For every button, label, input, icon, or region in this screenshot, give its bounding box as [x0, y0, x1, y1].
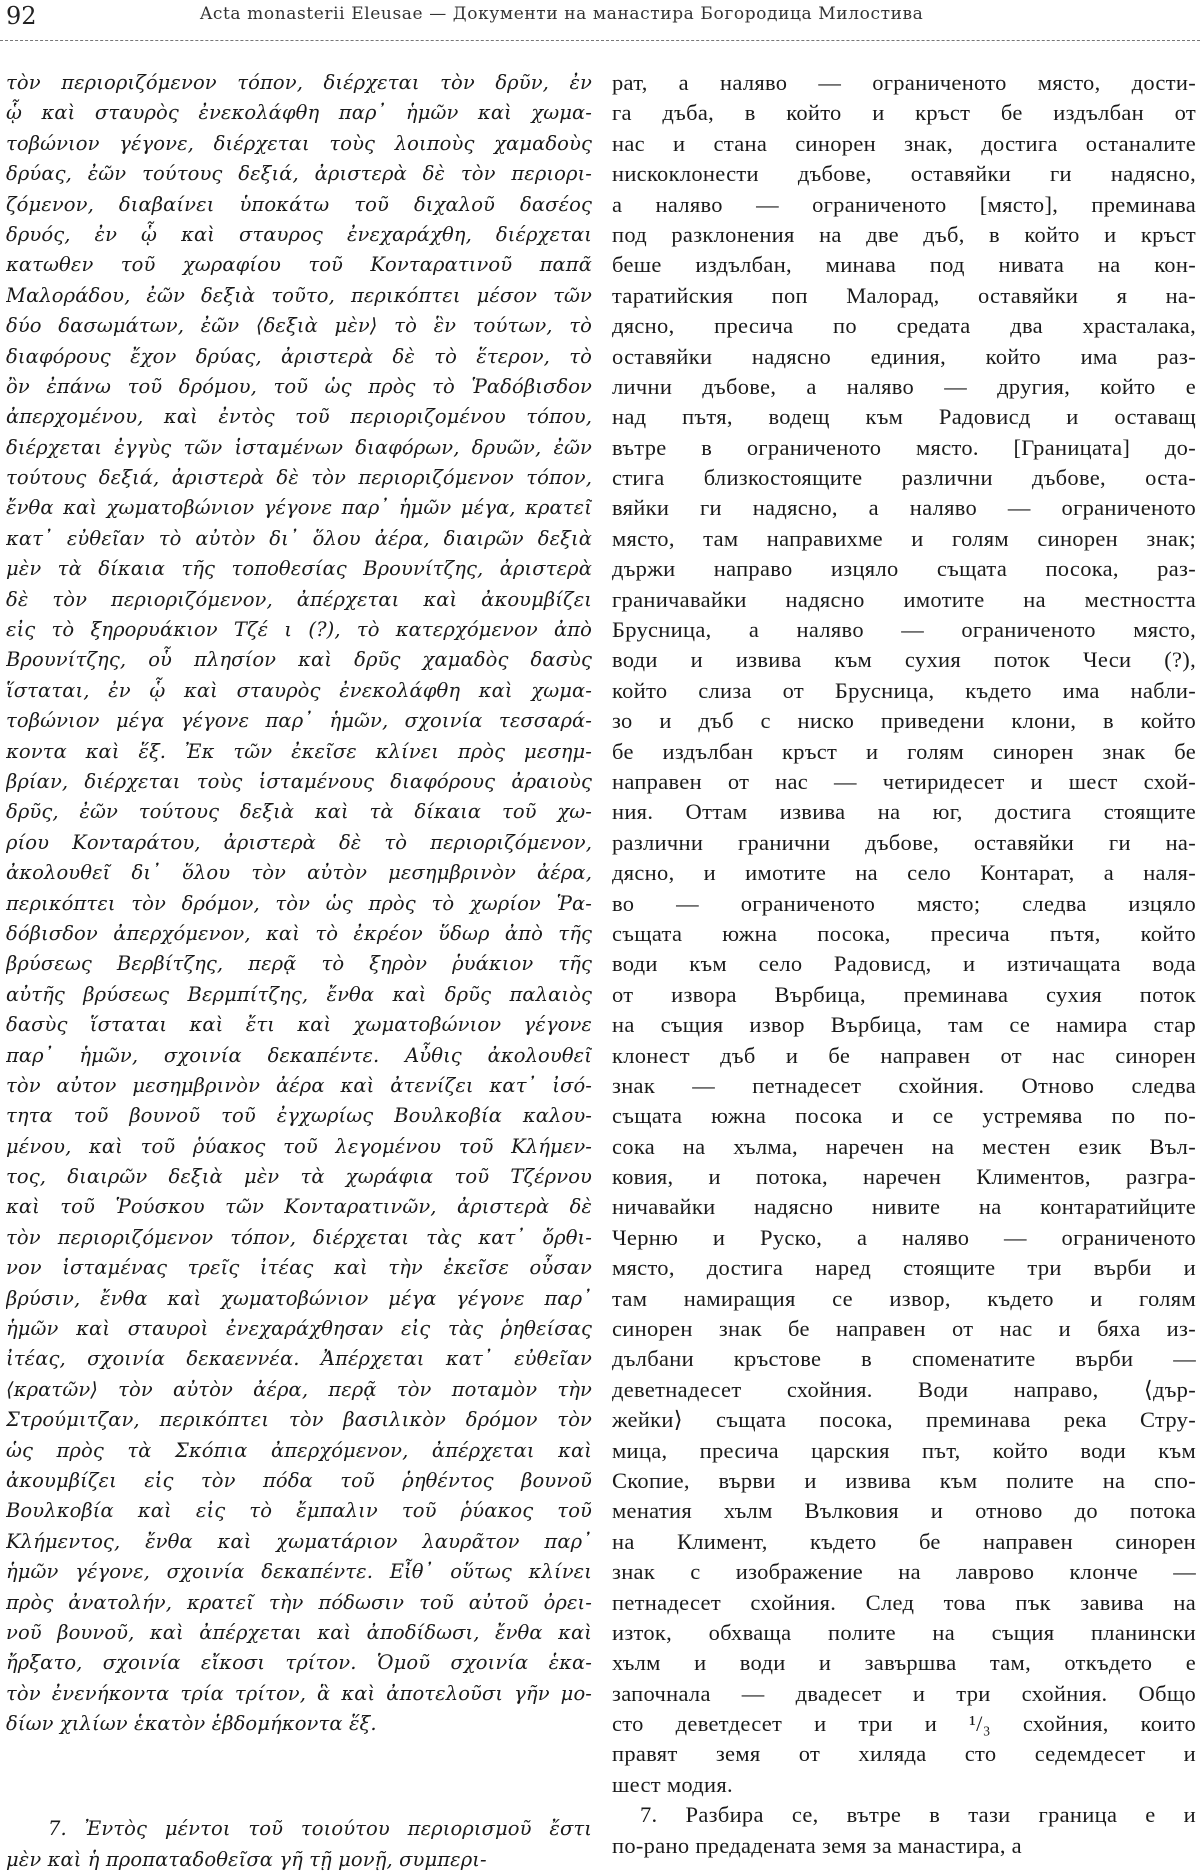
- running-title: Acta monasterii Eleusae — Документи на манастира Богородица Милостива: [200, 4, 924, 24]
- text-line: ὡς πρὸς τὰ Σκόπια ἀπερχόμενον, ἀπέρχεται καὶ: [6, 1438, 592, 1462]
- text-line: ковия, и потока, наречен Климентов, разгра-: [612, 1164, 1196, 1190]
- text-line: εἰς τὸ ξηρορυάκιον Τζέ ι (?), τὸ κατερχόμενον ἀπὸ: [6, 618, 592, 642]
- text-line: различни гранични дъбове, оставяйки ги на-: [612, 829, 1196, 855]
- text-line: δρυός, ἐν ᾧ καὶ σταυρος ἐνεχαράχθη, διέρχεται: [6, 222, 592, 246]
- text-line: αὐτῆς βρύσεως Βερμπίτζης, ἔνθα καὶ δρῦς παλαιὸς: [6, 982, 592, 1006]
- text-line: δόβισδον ἀπερχόμενον, καὶ τὸ ἐκρέον ὕδωρ ἀπὸ τῆς: [6, 921, 592, 945]
- text-line: започнала — двадесет и три схойния. Общо: [612, 1680, 1196, 1706]
- text-line: вътре в ограниченото място. [Границата] до-: [612, 434, 1196, 460]
- greek-paragraph-7: [6, 1814, 592, 1875]
- text-line: ζόμενον, διαβαίνει ὑποκάτω τοῦ διχαλοῦ δασέος: [6, 192, 592, 216]
- text-line: лични дъбове, а наляво — другия, който е: [612, 373, 1196, 399]
- text-line: сто деветдесет и три и ¹/₃ схойния, които: [612, 1711, 1196, 1737]
- text-line: ἡμῶν καὶ σταυροὶ ἐνεχαράχθησαν εἰς τὰς ῥηθείσας: [6, 1317, 592, 1341]
- text-line: знак с изображение на лаврово клонче —: [612, 1559, 1196, 1585]
- text-line: бе издълбан кръст и голям синорен знак бе: [612, 738, 1196, 764]
- text-line: δὲ τὸν περιοριζόμενον, ἀπέρχεται καὶ ἀκουμβίζει: [6, 587, 592, 611]
- text-line: по-рано предадената земя за манастира, а: [612, 1832, 1022, 1858]
- text-line: петнадесет схойния. След това пък завива на: [612, 1589, 1196, 1615]
- text-line: ἡμῶν γέγονε, σχοινία δεκαπέντε. Εἶθ᾽ οὕτως κλίνει: [6, 1560, 592, 1584]
- text-line: нас и стана синорен знак, достига останалите: [612, 130, 1196, 156]
- text-line: изток, обхваща полите на същия планински: [612, 1619, 1196, 1645]
- page-header: [0, 0, 1200, 40]
- text-line: вяйки ги надясно, а наляво — ограниченото: [612, 495, 1196, 521]
- text-line: βρύσεως Βερβίτζης, περᾷ τὸ ξηρὸν ῥυάκιον τῆς: [6, 952, 592, 976]
- text-line: таратийския поп Малорад, оставяйки я на-: [612, 282, 1196, 308]
- text-line: дясно, и имотите на село Контарат, а наля-: [612, 860, 1196, 886]
- bulgarian-paragraph-6: [612, 68, 1196, 1800]
- text-line: 7. Ἐντὸς μέντοι τοῦ τοιούτου περιορισμοῦ ἔστι: [48, 1817, 592, 1841]
- greek-text-column: [6, 68, 592, 1875]
- header-rule: [0, 40, 1200, 41]
- text-line: Скопие, върви и извива към полите на спо-: [612, 1467, 1196, 1493]
- text-line: ἔνθα καὶ χωματοβώνιον γέγονε παρ᾽ ἡμῶν μέγα, κρατεῖ: [6, 496, 592, 520]
- text-line: ἀκολουθεῖ δι᾽ ὅλου τὸν αὐτὸν μεσημβρινὸν ἀέρα,: [6, 861, 592, 885]
- text-line: τὸν περιοριζόμενον τόπον, διέρχεται τὸν δρῦν, ἐν: [6, 71, 592, 94]
- text-line: παρ᾽ ἡμῶν, σχοινία δεκαπέντε. Αὖθις ἀκολουθεῖ: [6, 1043, 592, 1067]
- text-line: ⟨κρατῶν⟩ τὸν αὐτὸν ἀέρα, περᾷ τὸν ποταμὸν τὴν: [6, 1377, 592, 1401]
- text-line: ἵσταται, ἐν ᾧ καὶ σταυρὸς ἐνεκολάφθη καὶ χωμα-: [6, 678, 592, 702]
- text-line: същата южна посока, пресича пътя, който: [612, 920, 1196, 946]
- text-line: περικόπτει τὸν δρόμον, τὸν ὡς πρὸς τὸ χωρίον Ῥα-: [6, 891, 592, 915]
- text-line: 7. Разбира се, вътре в тази граница е и: [640, 1802, 1196, 1828]
- text-line: зо и дъб с ниско приведени клони, в който: [612, 708, 1196, 734]
- text-line: Черню и Руско, а наляво — ограниченото: [612, 1224, 1196, 1250]
- text-line: оставяйки надясно единия, който има раз-: [612, 343, 1196, 369]
- text-line: δρύας, ἐῶν τούτους δεξιά, ἀριστερὰ δὲ τὸν περιορι-: [6, 162, 592, 186]
- text-line: ὂν ἐπάνω τοῦ δρόμου, τοῦ ὡς πρὸς τὸ Ῥαδόβισδον: [6, 374, 592, 398]
- text-line: ᾧ καὶ σταυρὸς ἐνεκολάφθη παρ᾽ ἡμῶν καὶ χωμα-: [6, 101, 592, 125]
- text-line: води към село Радовисд, и изтичащата вода: [612, 951, 1196, 977]
- text-line: τὸν αὐτον μεσημβρινὸν ἀέρα καὶ ἀτενίζει κατ᾽ ἰσό-: [6, 1073, 592, 1097]
- text-line: δασὺς ἵσταται καὶ ἔτι καὶ χωματοβώνιον γέγονε: [6, 1013, 592, 1037]
- text-line: под разклонения на две дъб, в който и кръст: [612, 221, 1196, 247]
- text-line: κοντα καὶ ἕξ. Ἐκ τῶν ἐκεῖσε κλίνει πρὸς μεσημ-: [6, 739, 592, 763]
- text-line: μὲν καὶ ἡ προπαταδοθεῖσα γῆ τῇ μονῇ, συμπερι-: [6, 1847, 487, 1871]
- text-line: τοβώνιον μέγα γέγονε παρ᾽ ἡμῶν, σχοινία τεσσαρά-: [6, 709, 592, 733]
- text-line: τούτους δεξιά, ἀριστερὰ δὲ τὸν περιοριζόμενον τόπον,: [6, 466, 592, 490]
- text-line: на същия извор Върбица, там се намира стар: [612, 1012, 1196, 1038]
- text-line: правят земя от хиляда сто седемдесет и: [612, 1741, 1196, 1767]
- bulgarian-text-column: [612, 68, 1196, 1861]
- text-line: πρὸς ἀνατολήν, κρατεῖ τὴν πόδωσιν τοῦ αὐτοῦ ὀρει-: [6, 1590, 592, 1614]
- text-line: Κλήμεντος, ἔνθα καὶ χωματάριον λαυρᾶτον παρ᾽: [6, 1529, 592, 1553]
- text-line: βρύσιν, ἔνθα καὶ χωματοβώνιον μέγα γέγονε παρ᾽: [6, 1286, 592, 1310]
- text-line: κατ᾽ εὐθεῖαν τὸ αὐτὸν δι᾽ ὅλου ἀέρα, διαιρῶν δεξιὰ: [6, 526, 592, 550]
- text-line: τητα τοῦ βουνοῦ τοῦ ἐγχωρίως Βουλκοβία καλου-: [6, 1104, 592, 1128]
- text-line: дясно, пресича по средата два храсталака,: [612, 313, 1196, 339]
- text-line: νον ἱσταμένας τρεῖς ἰτέας καὶ τὴν ἐκεῖσε οὖσαν: [6, 1256, 592, 1280]
- text-line: Μαλοράδου, ἐῶν δεξιὰ τοῦτο, περικόπτει μέσον τῶν: [6, 283, 592, 307]
- text-line: Βρουνίτζης, οὗ πλησίον καὶ δρῦς χαμαδὸς δασὺς: [6, 648, 592, 672]
- text-line: δίων χιλίων ἑκατὸν ἑβδομήκοντα ἕξ.: [6, 1712, 377, 1736]
- text-line: ἀπερχομένου, καὶ ἐντὸς τοῦ περιοριζομένου τόπου,: [6, 405, 592, 429]
- text-line: μένου, καὶ τοῦ ῥύακος τοῦ λεγομένου τοῦ Κλήμεν-: [6, 1134, 592, 1158]
- text-line: Брусница, а наляво — ограниченото място,: [612, 617, 1196, 643]
- text-line: хълм и води и завършва там, откъдето е: [612, 1650, 1196, 1676]
- text-line: ἰτέας, σχοινία δεκαεννέα. Ἀπέρχεται κατ᾽ εὐθεῖαν: [6, 1347, 592, 1371]
- text-line: βρίαν, διέρχεται τοὺς ἱσταμένους διαφόρους ἀραιοὺς: [6, 769, 592, 793]
- text-line: менатия хълм Вълковия и отново до потока: [612, 1498, 1196, 1524]
- text-line: τοβώνιον γέγονε, διέρχεται τοὺς λοιποὺς χαμαδοὺς: [6, 131, 592, 155]
- text-line: знак — петнадесет схойния. Отново следва: [612, 1072, 1196, 1098]
- text-line: Βουλκοβία καὶ εἰς τὸ ἔμπαλιν τοῦ ῥύακος τοῦ: [6, 1499, 592, 1523]
- text-line: Στρούμιτζαν, περικόπτει τὸν βασιλικὸν δρόμον τὸν: [6, 1408, 592, 1432]
- paragraph-gap: [6, 1739, 592, 1814]
- text-line: διέρχεται ἐγγὺς τῶν ἱσταμένων διαφόρων, δρυῶν, ἐῶν: [6, 435, 592, 459]
- text-line: там намиращия се извор, където и голям: [612, 1285, 1196, 1311]
- text-line: δρῦς, ἐῶν τούτους δεξιὰ καὶ τὰ δίκαια τοῦ χω-: [6, 800, 592, 824]
- text-line: граничавайки надясно имотите на местността: [612, 586, 1196, 612]
- text-line: стига близкостоящите различни дъбове, оста-: [612, 465, 1196, 491]
- text-line: рат, а наляво — ограниченото място, дости-: [612, 70, 1196, 95]
- text-line: деветнадесет схойния. Води направо, ⟨дър-: [612, 1376, 1196, 1402]
- text-line: ἀκουμβίζει εἰς τὸν πόδα τοῦ ῥηθέντος βουνοῦ: [6, 1468, 592, 1492]
- text-line: жейки⟩ същата посока, преминава река Стру-: [612, 1407, 1196, 1433]
- text-line: ничавайки надясно нивите на контаратийците: [612, 1194, 1196, 1220]
- text-line: място, там направихме и голям синорен знак;: [612, 525, 1196, 551]
- text-line: κατωθεν τοῦ χωραφίου τοῦ Κονταρατινοῦ παπᾶ: [6, 253, 592, 277]
- text-line: беше издълбан, минава под нивата на кон-: [612, 252, 1196, 278]
- text-line: направен от нас — четиридесет и шест схой-: [612, 768, 1196, 794]
- text-line: καὶ τοῦ Ῥούσκου τῶν Κονταρατινῶν, ἀριστερὰ δὲ: [6, 1195, 592, 1219]
- text-line: място, достига наред стоящите три върби и: [612, 1255, 1196, 1281]
- text-line: τος, διαιρῶν δεξιὰ μὲν τὰ χωράφια τοῦ Τζέρνου: [6, 1165, 592, 1189]
- text-line: сока на хълма, наречен на местен език Въл-: [612, 1133, 1196, 1159]
- text-line: га дъба, в който и кръст бе издълбан от: [612, 100, 1196, 126]
- text-line: δύο δασωμάτων, ἐῶν ⟨δεξιὰ μὲν⟩ τὸ ἓν τούτων, τὸ: [6, 314, 592, 338]
- text-line: во — ограниченото място; следва изцяло: [612, 890, 1196, 916]
- text-line: τὸν περιοριζόμενον τόπον, διέρχεται τὰς κατ᾽ ὄρθι-: [6, 1225, 592, 1249]
- page-number: 92: [6, 2, 37, 30]
- text-line: води и извива към сухия поток Чеси (?),: [612, 647, 1196, 673]
- text-line: шест модия.: [612, 1771, 733, 1797]
- text-line: над пътя, водещ към Радовисд и оставащ: [612, 404, 1196, 430]
- text-line: държи направо изцяло същата посока, раз-: [612, 556, 1196, 582]
- text-line: νοῦ βουνοῦ, καὶ ἀπέρχεται καὶ ἀποδίδωσι, ἔνθα καὶ: [6, 1620, 592, 1644]
- text-line: ρίου Κονταράτου, ἀριστερὰ δὲ τὸ περιοριζόμενον,: [6, 830, 592, 854]
- text-line: мица, пресича царския път, който води към: [612, 1437, 1196, 1463]
- text-line: ния. Оттам извива на юг, достига стоящите: [612, 799, 1196, 825]
- text-line: дълбани кръстове в споменатите върби —: [612, 1346, 1196, 1372]
- text-line: τὸν ἐνενήκοντα τρία τρίτον, ἃ καὶ ἀποτελοῦσι γῆν μο-: [6, 1681, 592, 1705]
- text-line: синорен знак бе направен от нас и бяха из-: [612, 1316, 1196, 1342]
- text-line: а наляво — ограниченото [място], преминава: [612, 191, 1196, 217]
- text-line: μὲν τὰ δίκαια τῆς τοποθεσίας Βρουνίτζης, ἀριστερὰ: [6, 557, 592, 581]
- text-line: същата южна посока и се устремява по по-: [612, 1103, 1196, 1129]
- bulgarian-paragraph-7: [612, 1800, 1196, 1861]
- text-line: който слиза от Брусница, където има набли-: [612, 677, 1196, 703]
- text-line: на Климент, където бе направен синорен: [612, 1528, 1196, 1554]
- greek-paragraph-6: [6, 68, 592, 1739]
- text-line: нискоклонести дъбове, оставяйки ги надясно,: [612, 161, 1196, 187]
- text-line: клонест дъб и бе направен от нас синорен: [612, 1042, 1196, 1068]
- text-line: διαφόρους ἔχον δρύας, ἀριστερὰ δὲ τὸ ἕτερον, τὸ: [6, 344, 592, 368]
- text-line: от извора Върбица, преминава сухия поток: [612, 981, 1196, 1007]
- text-line: ἤρξατο, σχοινία εἴκοσι τρίτον. Ὁμοῦ σχοινία ἑκα-: [6, 1651, 592, 1675]
